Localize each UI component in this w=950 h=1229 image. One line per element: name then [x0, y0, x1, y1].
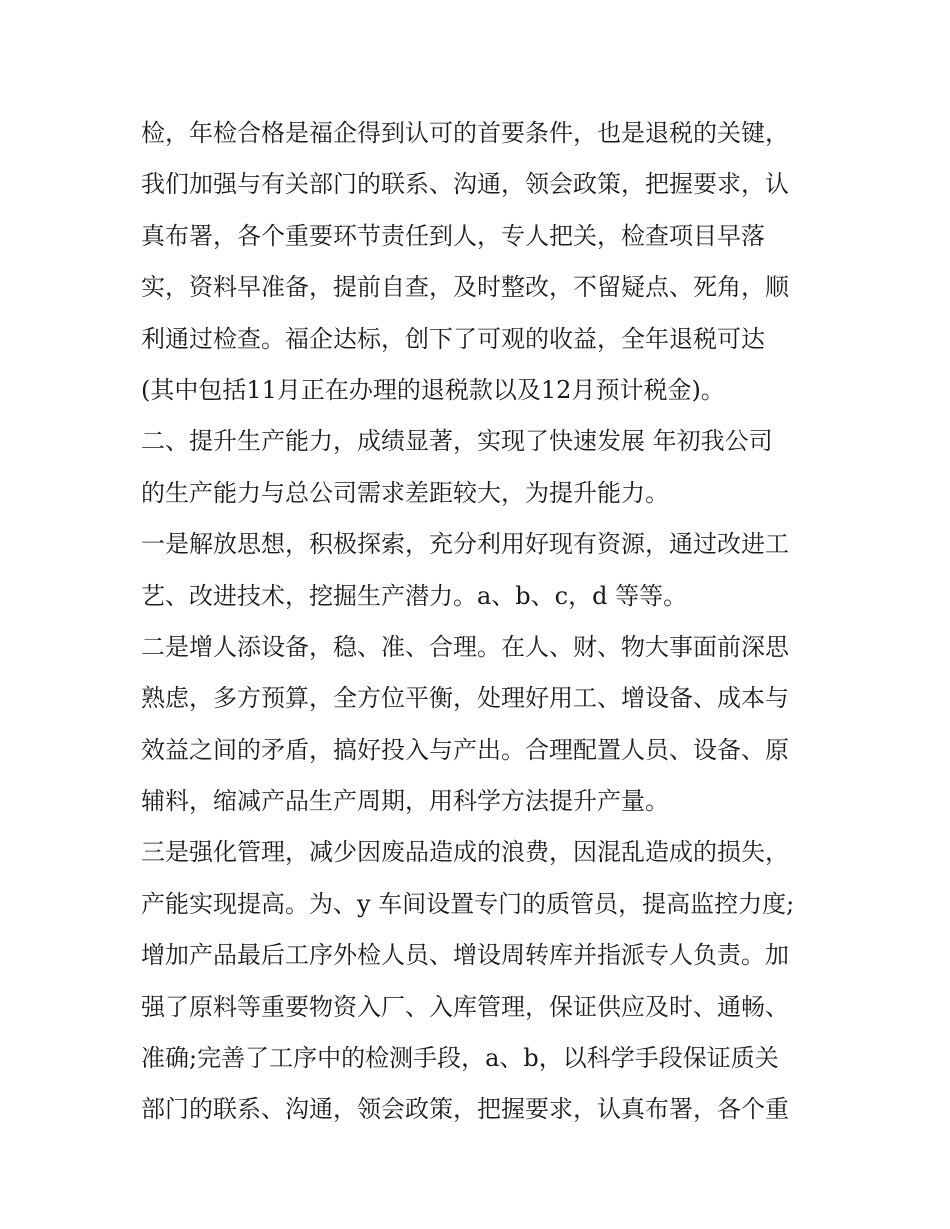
text-line: 实，资料早准备，提前自查，及时整改，不留疑点、死角，顺: [141, 273, 789, 302]
text-line: 产能实现提高。为、y 车间设置专门的质管员，提高监控力度;: [141, 889, 795, 918]
text-line: 增加产品最后工序外检人员、增设周转库并指派专人负责。加: [141, 941, 789, 970]
text-line: 一是解放思想，积极探索，充分利用好现有资源，通过改进工: [141, 530, 789, 559]
text-line: 真布署，各个重要环节责任到人，专人把关，检查项目早落: [141, 221, 765, 250]
text-line: 准确;完善了工序中的检测手段，a、b，以科学手段保证质关: [141, 1044, 779, 1073]
text-line: 三是强化管理，减少因废品造成的浪费，因混乱造成的损失，: [141, 838, 789, 867]
text-line: 二是增人添设备，稳、准、合理。在人、财、物大事面前深思: [141, 632, 789, 661]
text-line: 艺、改进技术，挖掘生产潜力。a、b、c，d 等等。: [141, 581, 688, 610]
text-line: 利通过检查。福企达标，创下了可观的收益，全年退税可达: [141, 324, 765, 353]
text-line: 强了原料等重要物资入厂、入库管理，保证供应及时、通畅、: [141, 992, 789, 1021]
text-line: 效益之间的矛盾，搞好投入与产出。合理配置人员、设备、原: [141, 735, 789, 764]
text-line: 辅料，缩减产品生产周期，用科学方法提升产量。: [141, 787, 669, 816]
text-line: 我们加强与有关部门的联系、沟通，领会政策，把握要求，认: [141, 170, 789, 199]
text-line: (其中包括11月正在办理的退税款以及12月预计税金)。: [141, 375, 725, 404]
text-line: 的生产能力与总公司需求差距较大，为提升能力。: [141, 478, 669, 507]
body-text: [141, 108, 821, 1136]
text-line: 检，年检合格是福企得到认可的首要条件，也是退税的关键，: [141, 119, 789, 147]
text-line: 部门的联系、沟通，领会政策，把握要求，认真布署，各个重: [141, 1095, 789, 1124]
text-line: 二、提升生产能力，成绩显著，实现了快速发展 年初我公司: [141, 427, 773, 456]
text-line: 熟虑，多方预算，全方位平衡，处理好用工、增设备、成本与: [141, 684, 789, 713]
